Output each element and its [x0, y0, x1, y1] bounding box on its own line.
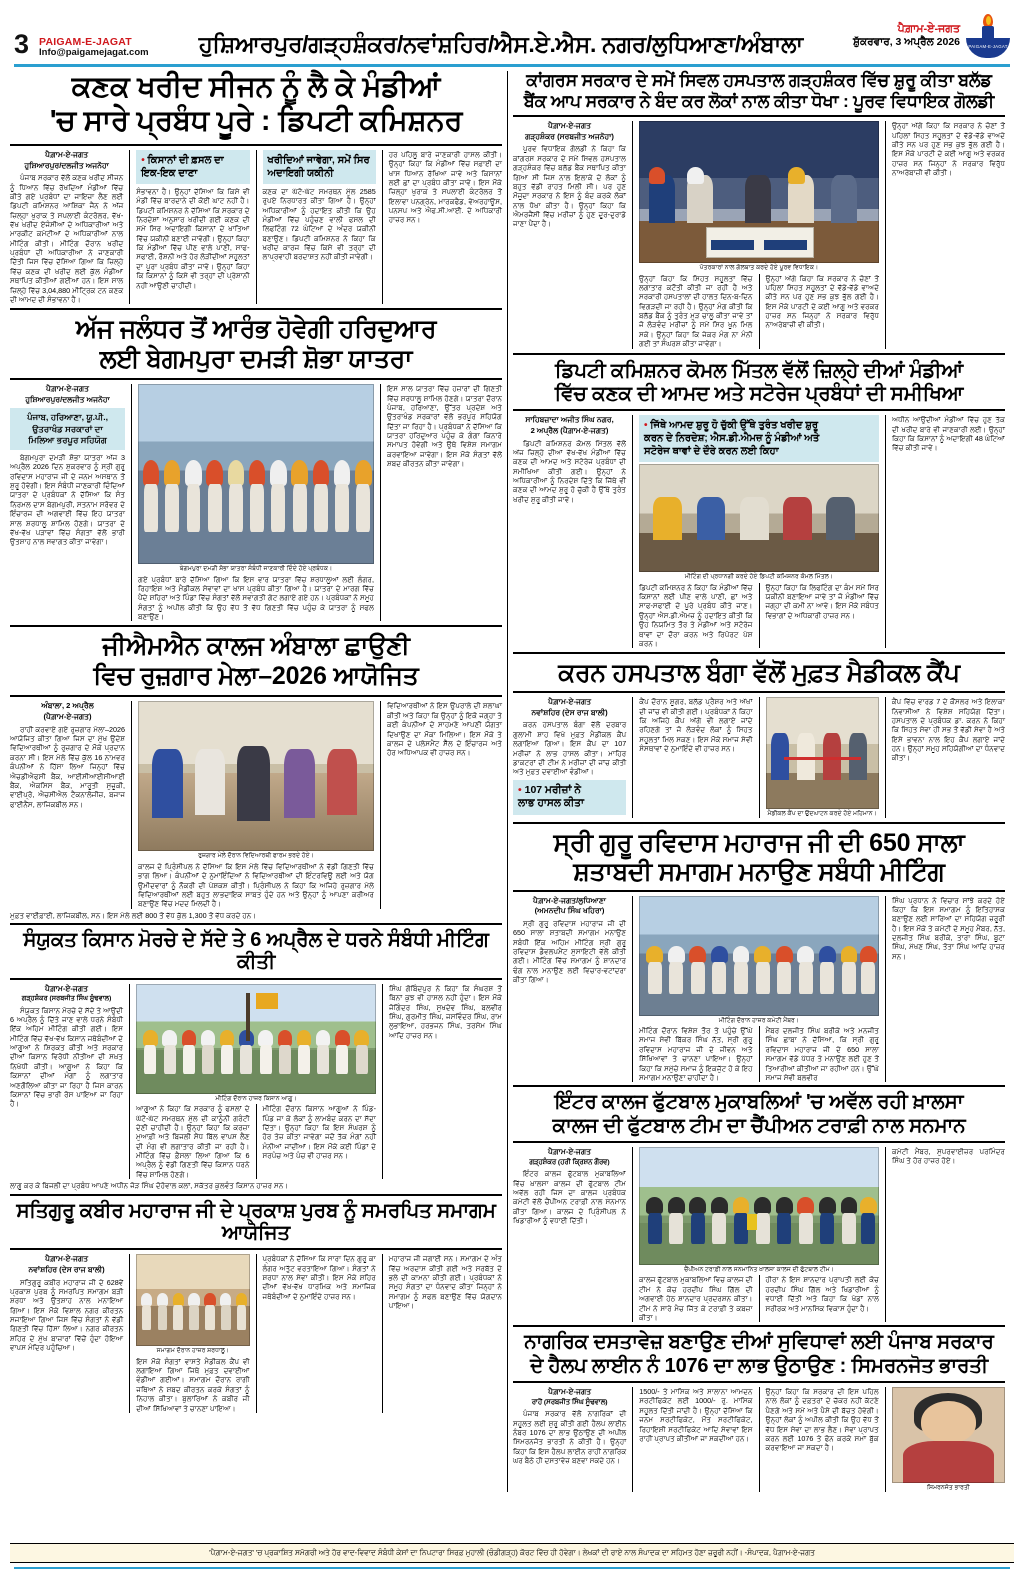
story-ravidas-col2: ਮੀਟਿੰਗ ਦੌਰਾਨ ਵਿਸ਼ੇਸ਼ ਤੌਰ ਤੇ ਪਹੁੰਚੇ ਉੱਘੇ ਸਮਾਜ ਸੇਵੀ ਬਿੱਕਰ ਸਿੰਘ ਨੱਤ, ਸ੍ਰੀ ਗੁਰੂ ਰਵਿਦਾਸ ਮਹਾਰਾਜ ਜੀ ਦੇ ਜੀਵਨ ਅਤੇ ਸਿੱਖਿਆਵਾਂ ਤੇ ਚਾਨਣਾ ਪਾਇਆ। ਉਨ੍ਹਾਂ ਕਿਹਾ ਕਿ ਸਮੁੱਚੇ ਸਮਾਜ ਨੂੰ ਇਕਜੁੱਟ ਹੋ ਕੇ ਇਹ ਸਮਾਗਮ ਮਨਾਉਣਾ ਚਾਹੀਦਾ ਹੈ।: [639, 1026, 753, 1082]
story-dc-byline-2: 2 ਅਪ੍ਰੈਲ (ਪੈਗ਼ਾਮ-ਏ-ਜਗਤ): [530, 425, 609, 435]
right-column-group: [513, 71, 1005, 1492]
story-dc-highlight-line3: ਸਟੋਰੇਜ ਥਾਵਾਂ ਦੇ ਦੌਰੇ ਕਰਨ ਲਈ ਕਿਹਾ: [644, 446, 779, 458]
story-helpline-byline-1: ਪੈਗ਼ਾਮ-ਏ-ਜਗਤ: [548, 1387, 592, 1397]
masthead-logo-title: ਪੈਗ਼ਾਮ-ਏ-ਜਗਤ: [897, 22, 960, 35]
story-yatra-photo-caption: ਬੇਗਮਪੁਰਾ ਦਮੜੀ ਸ਼ੋਭਾ ਯਾਤਰਾ ਸੰਬੰਧੀ ਜਾਣਕਾਰੀ ਦਿੰਦੇ ਹੋਏ ਪ੍ਰਬੰਧਕ।: [179, 565, 333, 573]
story-medcamp-col3: ਕੈਂਪ ਵਿੱਚ ਵਾਰਡ 7 ਦੇ ਕੌਂਸਲਰ ਅਤੇ ਇਲਾਕਾ ਨਿਵਾਸੀਆਂ ਨੇ ਵਿਸ਼ੇਸ਼ ਸਹਿਯੋਗ ਦਿੱਤਾ। ਹਸਪਤਾਲ ਦੇ ਪ੍ਰਬੰਧਕ ਡਾ. ਕਰਨ ਨੇ ਕਿਹਾ ਕਿ ਸਿਹਤ ਸੇਵਾ ਹੀ ਸਭ ਤੋਂ ਵੱਡੀ ਸੇਵਾ ਹੈ ਅਤੇ ਇਸੇ ਭਾਵਨਾ ਨਾਲ ਇਹ ਕੈਂਪ ਲਗਾਏ ਜਾਂਦੇ ਹਨ। ਉਨ੍ਹਾਂ ਸਮੂਹ ਸਹਿਯੋਗੀਆਂ ਦਾ ਧੰਨਵਾਦ ਕੀਤਾ।: [891, 697, 1006, 763]
story-helpline-headline-line2: ਦੇ ਹੈਲਪ ਲਾਈਨ ਨੰ 1076 ਦਾ ਲਾਭ ਉਠਾਉਣ : ਸਿਮਰਨਜੋਤ ਭਾਰਤੀ: [530, 1354, 988, 1377]
story-gmn: [10, 632, 502, 925]
page-number: 3: [14, 29, 30, 59]
story-ravidas-byline-2: (ਅਮਨਦੀਪ ਸਿੰਘ ਖਹਿਰਾ): [534, 906, 605, 916]
story-morcha: [10, 929, 502, 1195]
story-dc-highlight-line2: ਕਰਨ ਦੇ ਨਿਰਦੇਸ਼; ਐਸ.ਡੀ.ਐਮਜ਼ ਨੂੰ ਮੰਡੀਆਂ ਅਤੇ: [644, 433, 820, 445]
story-gmn-footline: ਮੁਫ਼ਤ ਵਾਈਫ਼ਾਈ, ਲਾਜਿਕਬੀਲ, ਸਨ। ਇਸ ਮੇਲੇ ਲਈ 800 ਤੋਂ ਵੱਧ ਕੁੱਲ 1,300 ਤੋਂ ਵੱਧ ਕਰਦੇ ਹਨ।: [10, 910, 257, 920]
main-grid: [10, 71, 1014, 1492]
masthead: [10, 0, 1014, 62]
story-bloodbank-photo: [639, 121, 879, 263]
story-ravidas-photo-caption: ਮੀਟਿੰਗ ਦੌਰਾਨ ਹਾਜ਼ਰ ਕਮੇਟੀ ਮੈਂਬਰ।: [718, 1016, 800, 1024]
story-yatra-col3: ਇਸ ਸਾਲ ਯਾਤਰਾ ਵਿੱਚ ਹਜ਼ਾਰਾਂ ਦੀ ਗਿਣਤੀ ਵਿੱਚ ਸ਼ਰਧਾਲੂ ਸ਼ਾਮਿਲ ਹੋਣਗੇ। ਯਾਤਰਾ ਦੌਰਾਨ ਪੰਜਾਬ, ਹਰਿਆਣਾ, ਉੱਤਰ ਪ੍ਰਦੇਸ਼ ਅਤੇ ਉਤਰਾਖੰਡ ਸਰਕਾਰਾਂ ਵੱਲੋਂ ਭਰਪੂਰ ਸਹਿਯੋਗ ਦਿੱਤਾ ਜਾ ਰਿਹਾ ਹੈ। ਪ੍ਰਬੰਧਕਾਂ ਨੇ ਦੱਸਿਆ ਕਿ ਯਾਤਰਾ ਹਰਿਦੁਆਰ ਪਹੁੰਚ ਕੇ ਗੰਗਾ ਕਿਨਾਰੇ ਸਮਾਪਤ ਹੋਵੇਗੀ ਅਤੇ ਉਥੇ ਵਿਸ਼ੇਸ਼ ਸਮਾਗਮ ਕਰਵਾਇਆ ਜਾਵੇਗਾ। ਇਸ ਮੌਕੇ ਸੰਗਤਾਂ ਵੱਲੋਂ ਸ਼ਬਦ ਕੀਰਤਨ ਕੀਤਾ ਜਾਵੇਗਾ।: [386, 384, 502, 469]
story-kabir-col3: ਪ੍ਰਬੰਧਕਾਂ ਨੇ ਦੱਸਿਆ ਕਿ ਸਾਰਾ ਦਿਨ ਗੁਰੂ ਕਾ ਲੰਗਰ ਅਤੁੱਟ ਵਰਤਾਇਆ ਗਿਆ। ਸੰਗਤਾਂ ਨੇ ਸ਼ਰਧਾ ਨਾਲ ਸੇਵਾ ਕੀਤੀ। ਇਸ ਮੌਕੇ ਸ਼ਹਿਰ ਦੀਆਂ ਵੱਖ-ਵੱਖ ਧਾਰਮਿਕ ਅਤੇ ਸਮਾਜਿਕ ਜਥੇਬੰਦੀਆਂ ਦੇ ਨੁਮਾਇੰਦੇ ਹਾਜ਼ਰ ਸਨ।: [262, 1254, 376, 1301]
story-morcha-col1: ਸੰਯੁਕਤ ਕਿਸਾਨ ਮੋਰਚੇ ਦੇ ਸੱਦੇ ਤੇ ਆਉਂਦੀ 6 ਅਪ੍ਰੈਲ ਨੂੰ ਦਿੱਤੇ ਜਾਣ ਵਾਲੇ ਧਰਨੇ ਸੰਬੰਧੀ ਇੱਕ ਅਹਿਮ ਮੀਟਿੰਗ ਕੀਤੀ ਗਈ। ਇਸ ਮੀਟਿੰਗ ਵਿੱਚ ਵੱਖ-ਵੱਖ ਕਿਸਾਨ ਜਥੇਬੰਦੀਆਂ ਦੇ ਆਗੂਆਂ ਨੇ ਸ਼ਿਰਕਤ ਕੀਤੀ ਅਤੇ ਸਰਕਾਰ ਦੀਆਂ ਕਿਸਾਨ ਵਿਰੋਧੀ ਨੀਤੀਆਂ ਦੀ ਸਖ਼ਤ ਨਿਖੇਧੀ ਕੀਤੀ। ਆਗੂਆਂ ਨੇ ਕਿਹਾ ਕਿ ਕਿਸਾਨਾਂ ਦੀਆਂ ਮੰਗਾਂ ਨੂੰ ਲਗਾਤਾਰ ਅਣਗੌਲਿਆ ਕੀਤਾ ਜਾ ਰਿਹਾ ਹੈ ਜਿਸ ਕਾਰਨ ਕਿਸਾਨਾਂ ਵਿੱਚ ਭਾਰੀ ਰੋਸ ਪਾਇਆ ਜਾ ਰਿਹਾ ਹੈ।: [10, 1005, 124, 1109]
story-morcha-col4: ਸਿੰਘ ਗੋਬਿੰਦਪੁਰ ਨੇ ਕਿਹਾ ਕਿ ਸੰਘਰਸ਼ ਤੋਂ ਬਿਨਾਂ ਕੁਝ ਵੀ ਹਾਸਲ ਨਹੀਂ ਹੁੰਦਾ। ਇਸ ਮੌਕੇ ਜੋਗਿੰਦਰ ਸਿੰਘ, ਸੁਖਦੇਵ ਸਿੰਘ, ਬਲਵੀਰ ਸਿੰਘ, ਗੁਰਮੀਤ ਸਿੰਘ, ਜਸਵਿੰਦਰ ਸਿੰਘ, ਰਾਮ ਲੁਭਾਇਆ, ਹਰਭਜਨ ਸਿੰਘ, ਤਰਸੇਮ ਸਿੰਘ ਆਦਿ ਹਾਜ਼ਰ ਸਨ।: [388, 983, 502, 1040]
story-gmn-byline-1: ਅੰਬਾਲਾ, 2 ਅਪ੍ਰੈਲ: [41, 701, 94, 711]
story-football-byline-1: ਪੈਗ਼ਾਮ-ਏ-ਜਗਤ: [547, 1147, 592, 1157]
story-medcamp-photo-caption: ਮੈਡੀਕਲ ਕੈਂਪ ਦਾ ਉਦਘਾਟਨ ਕਰਦੇ ਹੋਏ ਮਹਿਮਾਨ।: [767, 810, 877, 818]
story-wheat-col3: ਕਣਕ ਦਾ ਘੱਟੋ-ਘੱਟ ਸਮਰਥਨ ਮੁੱਲ 2585 ਰੁਪਏ ਨਿਰਧਾਰਤ ਕੀਤਾ ਗਿਆ ਹੈ। ਉਨ੍ਹਾਂ ਅਧਿਕਾਰੀਆਂ ਨੂੰ ਹਦਾਇਤ ਕੀਤੀ ਕਿ ਉਹ ਮੰਡੀਆਂ ਵਿੱਚ ਪਹੁੰਚਣ ਵਾਲੀ ਫਸਲ ਦੀ ਲਿਫਟਿੰਗ 72 ਘੰਟਿਆਂ ਦੇ ਅੰਦਰ ਯਕੀਨੀ ਬਣਾਉਣ। ਡਿਪਟੀ ਕਮਿਸ਼ਨਰ ਨੇ ਕਿਹਾ ਕਿ ਖਰੀਦ ਕਾਰਜ ਵਿੱਚ ਕਿਸੇ ਵੀ ਤਰ੍ਹਾਂ ਦੀ ਲਾਪ੍ਰਵਾਹੀ ਬਰਦਾਸ਼ਤ ਨਹੀਂ ਕੀਤੀ ਜਾਵੇਗੀ।: [262, 186, 376, 262]
story-medcamp-byline-1: ਪੈਗ਼ਾਮ-ਏ-ਜਗਤ: [548, 697, 592, 707]
story-wheat-col1: ਪੰਜਾਬ ਸਰਕਾਰ ਵੱਲੋਂ ਕਣਕ ਖਰੀਦ ਸੀਜਨ ਨੂੰ ਧਿਆਨ ਵਿੱਚ ਰੱਖਦਿਆਂ ਮੰਡੀਆਂ ਵਿੱਚ ਕੀਤੇ ਗਏ ਪ੍ਰਬੰਧਾਂ ਦਾ ਜਾਇਜ਼ਾ ਲੈਣ ਲਈ ਡਿਪਟੀ ਕਮਿਸ਼ਨਰ ਆਸ਼ਿਕਾ ਜੈਨ ਨੇ ਅੱਜ ਜ਼ਿਲ੍ਹਾ ਖੁਰਾਕ ਤੇ ਸਪਲਾਈ ਕੰਟਰੋਲਰ, ਵੱਖ-ਵੱਖ ਖਰੀਦ ਏਜੰਸੀਆਂ ਦੇ ਅਧਿਕਾਰੀਆਂ ਅਤੇ ਮਾਰਕੀਟ ਕਮੇਟੀਆਂ ਦੇ ਅਧਿਕਾਰੀਆਂ ਨਾਲ ਮੀਟਿੰਗ ਕੀਤੀ। ਮੀਟਿੰਗ ਦੌਰਾਨ ਖਰੀਦ ਪ੍ਰਬੰਧਾਂ ਦੀ ਅਧਿਕਾਰੀਆਂ ਨੇ ਜਾਣਕਾਰੀ ਦਿੱਤੀ ਜਿਸ ਵਿੱਚ ਦੱਸਿਆ ਗਿਆ ਕਿ ਜ਼ਿਲ੍ਹੇ ਵਿੱਚ ਕਣਕ ਦੀ ਖਰੀਦ ਲਈ ਕੁੱਲ ਮੰਡੀਆਂ ਸਥਾਪਿਤ ਕੀਤੀਆਂ ਗਈਆਂ ਹਨ। ਇਸ ਸਾਲ ਜ਼ਿਲ੍ਹੇ ਵਿੱਚ 3,04,880 ਮੀਟ੍ਰਿਕ ਟਨ ਕਣਕ ਦੀ ਆਮਦ ਦੀ ਸੰਭਾਵਨਾ ਹੈ।: [10, 173, 124, 304]
story-football-photo: [639, 1147, 879, 1265]
story-kabir-byline-1: ਪੈਗ਼ਾਮ-ਏ-ਜਗਤ: [45, 1254, 89, 1264]
story-gmn-col3: ਵਿਦਿਆਰਥੀਆਂ ਨੇ ਇਸ ਉਪਰਾਲੇ ਦੀ ਸ਼ਲਾਘਾ ਕੀਤੀ ਅਤੇ ਕਿਹਾ ਕਿ ਉਨ੍ਹਾਂ ਨੂੰ ਇਕੋ ਜਗ੍ਹਾ ਤੇ ਕਈ ਕੰਪਨੀਆਂ ਦੇ ਸਾਹਮਣੇ ਆਪਣੀ ਯੋਗਤਾ ਦਿਖਾਉਣ ਦਾ ਮੌਕਾ ਮਿਲਿਆ। ਇਸ ਮੌਕੇ ਤੇ ਕਾਲਜ ਦੇ ਪਲੇਸਮੈਂਟ ਸੈੱਲ ਦੇ ਇੰਚਾਰਜ ਅਤੇ ਹੋਰ ਅਧਿਆਪਕ ਵੀ ਹਾਜ਼ਰ ਸਨ।: [386, 701, 502, 758]
story-yatra-highlight-line3: ਮਿਲਿਆ ਭਰਪੂਰ ਸਹਿਯੋਗ: [28, 434, 107, 445]
story-yatra-photo: [138, 384, 374, 564]
story-bloodbank-col1: ਪੂਰਵ ਵਿਧਾਇਕ ਗੋਲਡੀ ਨੇ ਕਿਹਾ ਕਿ ਕਾਂਗਰਸ ਸਰਕਾਰ ਦੇ ਸਮੇਂ ਸਿਵਲ ਹਸਪਤਾਲ ਗੜ੍ਹਸ਼ੰਕਰ ਵਿੱਚ ਬਲੱਡ ਬੈਂਕ ਸਥਾਪਿਤ ਕੀਤਾ ਗਿਆ ਸੀ ਜਿਸ ਨਾਲ ਇਲਾਕੇ ਦੇ ਲੋਕਾਂ ਨੂੰ ਬਹੁਤ ਵੱਡੀ ਰਾਹਤ ਮਿਲੀ ਸੀ। ਪਰ ਹੁਣ ਮੌਜੂਦਾ ਸਰਕਾਰ ਨੇ ਇਸ ਨੂੰ ਬੰਦ ਕਰਕੇ ਲੋਕਾਂ ਨਾਲ ਧੋਖਾ ਕੀਤਾ ਹੈ। ਉਨ੍ਹਾਂ ਕਿਹਾ ਕਿ ਐਮਰਜੈਂਸੀ ਵਿੱਚ ਮਰੀਜ਼ਾਂ ਨੂੰ ਹੁਣ ਦੂਰ-ਦੁਰਾਡੇ ਜਾਣਾ ਪੈਂਦਾ ਹੈ।: [513, 144, 627, 229]
story-medcamp-col2: ਕੈਂਪ ਦੌਰਾਨ ਸ਼ੂਗਰ, ਬਲੱਡ ਪ੍ਰੈਸ਼ਰ ਅਤੇ ਅੱਖਾਂ ਦੀ ਜਾਂਚ ਵੀ ਕੀਤੀ ਗਈ। ਪ੍ਰਬੰਧਕਾਂ ਨੇ ਕਿਹਾ ਕਿ ਅਜਿਹੇ ਕੈਂਪ ਅੱਗੇ ਵੀ ਲਗਾਏ ਜਾਂਦੇ ਰਹਿਣਗੇ ਤਾਂ ਜੋ ਲੋੜਵੰਦ ਲੋਕਾਂ ਨੂੰ ਸਿਹਤ ਸਹੂਲਤਾਂ ਮਿਲ ਸਕਣ। ਇਸ ਮੌਕੇ ਸਮਾਜ ਸੇਵੀ ਸੰਸਥਾਵਾਂ ਦੇ ਨੁਮਾਇੰਦੇ ਵੀ ਹਾਜ਼ਰ ਸਨ।: [639, 697, 753, 754]
story-gmn-photo-caption: ਰੁਜ਼ਗਾਰ ਮੇਲੇ ਦੌਰਾਨ ਵਿਦਿਆਰਥੀ ਫਾਰਮ ਭਰਦੇ ਹੋਏ।: [198, 852, 314, 860]
story-kabir: [10, 1200, 502, 1413]
story-medcamp-byline-2: ਨਵਾਂਸ਼ਹਿਰ (ਦੇਸ ਰਾਜ ਬਾਲੀ): [531, 707, 608, 717]
story-ravidas-col1: ਸ੍ਰੀ ਗੁਰੂ ਰਵਿਦਾਸ ਮਹਾਰਾਜ ਜੀ ਦੀ 650 ਸਾਲਾ ਸ਼ਤਾਬਦੀ ਸਮਾਗਮ ਮਨਾਉਣ ਸਬੰਧੀ ਇੱਕ ਅਹਿਮ ਮੀਟਿੰਗ ਸ੍ਰੀ ਗੁਰੂ ਰਵਿਦਾਸ ਡੈਵਲਪਮੈਂਟ ਸੁਸਾਇਟੀ ਵੱਲੋਂ ਕੀਤੀ ਗਈ। ਮੀਟਿੰਗ ਵਿੱਚ ਸਮਾਗਮ ਨੂੰ ਸ਼ਾਨਦਾਰ ਢੰਗ ਨਾਲ ਮਨਾਉਣ ਲਈ ਵਿਚਾਰ-ਵਟਾਂਦਰਾ ਕੀਤਾ ਗਿਆ।: [513, 918, 627, 985]
story-dc-headline-line2: ਵਿੱਚ ਕਣਕ ਦੀ ਆਮਦ ਅਤੇ ਸਟੋਰੇਜ ਪ੍ਰਬੰਧਾਂ ਦੀ ਸਮੀਖਿਆ: [554, 382, 964, 405]
story-kabir-byline-2: ਨਵਾਂਸ਼ਹਿਰ (ਦੇਸ ਰਾਜ ਬਾਲੀ): [28, 1264, 105, 1274]
story-football-col3: ਹੀਰਾ ਨੇ ਇਸ ਸ਼ਾਨਦਾਰ ਪ੍ਰਾਪਤੀ ਲਈ ਕੋਚ ਹਰਦੀਪ ਸਿੰਘ ਗਿੱਲ ਅਤੇ ਖਿਡਾਰੀਆਂ ਨੂੰ ਵਧਾਈ ਦਿੱਤੀ ਅਤੇ ਕਿਹਾ ਕਿ ਖੇਡਾਂ ਨਾਲ ਸਰੀਰਕ ਅਤੇ ਮਾਨਸਿਕ ਵਿਕਾਸ ਹੁੰਦਾ ਹੈ।: [765, 1275, 879, 1313]
story-wheat-col4: ਹਰ ਪਹਿਲੂ ਬਾਰੇ ਜਾਣਕਾਰੀ ਹਾਸਲ ਕੀਤੀ। ਉਨ੍ਹਾਂ ਕਿਹਾ ਕਿ ਮੰਡੀਆਂ ਵਿੱਚ ਸਫ਼ਾਈ ਦਾ ਖਾਸ ਧਿਆਨ ਰੱਖਿਆ ਜਾਵੇ ਅਤੇ ਕਿਸਾਨਾਂ ਲਈ ਛਾਂ ਦਾ ਪ੍ਰਬੰਧ ਕੀਤਾ ਜਾਵੇ। ਇਸ ਮੌਕੇ ਜ਼ਿਲ੍ਹਾ ਖੁਰਾਕ ਤੇ ਸਪਲਾਈ ਕੰਟਰੋਲਰ ਤੋਂ ਇਲਾਵਾ ਪਨਗ੍ਰੇਨ, ਮਾਰਕਫੈਡ, ਵੇਅਰਹਾਊਸ, ਪਨਸਪ ਅਤੇ ਐਫ.ਸੀ.ਆਈ. ਦੇ ਅਧਿਕਾਰੀ ਹਾਜ਼ਰ ਸਨ।: [388, 149, 503, 225]
story-wheat-highlight-2: [263, 150, 376, 184]
story-dc-review: [513, 360, 1005, 655]
story-football-headline-line1: ਇੰਟਰ ਕਾਲਜ ਫੁੱਟਬਾਲ ਮੁਕਾਬਲਿਆਂ 'ਚ ਅਵੱਲ ਰਹੀ ਖ਼ਾਲਸਾ: [554, 1091, 964, 1114]
story-kabir-col4: ਮਹਾਰਾਜ ਜੀ ਜਗਾਈ ਸਨ। ਸਮਾਗਮ ਦੇ ਅੰਤ ਵਿੱਚ ਅਰਦਾਸ ਕੀਤੀ ਗਈ ਅਤੇ ਸਰਬੱਤ ਦੇ ਭਲੇ ਦੀ ਕਾਮਨਾ ਕੀਤੀ ਗਈ। ਪ੍ਰਬੰਧਕਾਂ ਨੇ ਸਮੂਹ ਸੰਗਤਾਂ ਦਾ ਧੰਨਵਾਦ ਕੀਤਾ ਜਿਨ੍ਹਾਂ ਨੇ ਸਮਾਗਮ ਨੂੰ ਸਫਲ ਬਣਾਉਣ ਵਿੱਚ ਯੋਗਦਾਨ ਪਾਇਆ।: [388, 1254, 503, 1311]
masthead-date: ਸ਼ੁੱਕਰਵਾਰ, 3 ਅਪ੍ਰੈਲ 2026: [852, 36, 960, 49]
torch-logo-icon: [966, 14, 1010, 58]
story-dc-col2: ਡਿਪਟੀ ਕਮਿਸ਼ਨਰ ਨੇ ਕਿਹਾ ਕਿ ਮੰਡੀਆਂ ਵਿੱਚ ਕਿਸਾਨਾਂ ਲਈ ਪੀਣ ਵਾਲੇ ਪਾਣੀ, ਛਾਂ ਅਤੇ ਸਾਫ-ਸਫਾਈ ਦੇ ਪੂਰੇ ਪ੍ਰਬੰਧ ਕੀਤੇ ਜਾਣ। ਉਨ੍ਹਾਂ ਐਸ.ਡੀ.ਐਮਜ਼ ਨੂੰ ਹਦਾਇਤ ਕੀਤੀ ਕਿ ਉਹ ਨਿਯਮਿਤ ਤੌਰ ਤੇ ਮੰਡੀਆਂ ਅਤੇ ਸਟੋਰੇਜ ਥਾਵਾਂ ਦਾ ਦੌਰਾ ਕਰਨ ਅਤੇ ਰਿਪੋਰਟ ਪੇਸ਼ ਕਰਨ।: [639, 582, 753, 648]
story-wheat-byline-2: ਹੁਸ਼ਿਆਰਪੁਰ/ਦਲਜੀਤ ਅਜਨੋਹਾ: [24, 160, 109, 170]
story-bloodbank-photo-caption: ਪੱਤਰਕਾਰਾਂ ਨਾਲ ਗੱਲਬਾਤ ਕਰਦੇ ਹੋਏ ਪੂਰਵ ਵਿਧਾਇਕ।: [699, 264, 819, 272]
story-yatra-col1: ਬੇਗਮਪੁਰਾ ਦਮੜੀ ਸ਼ੋਭਾ ਯਾਤਰਾ ਅੱਜ 3 ਅਪ੍ਰੈਲ 2026 ਦਿਨ ਸ਼ੁਕਰਵਾਰ ਨੂੰ ਸ੍ਰੀ ਗੁਰੂ ਰਵਿਦਾਸ ਮਹਾਰਾਜ ਜੀ ਦੇ ਜਨਮ ਅਸਥਾਨ ਤੋਂ ਸ਼ੁਰੂ ਹੋਵੇਗੀ। ਇਸ ਸੰਬੰਧੀ ਜਾਣਕਾਰੀ ਦਿੰਦਿਆਂ ਯਾਤਰਾ ਦੇ ਪ੍ਰਬੰਧਕਾਂ ਨੇ ਦੱਸਿਆ ਕਿ ਸੰਤ ਨਿਰਮਲ ਦਾਸ ਬੇਗਮਪੁਰੀ, ਸਤਨਾਮ ਸਰੋਵਰ ਦੇ ਇੰਚਾਰਜ ਦੀ ਅਗਵਾਈ ਵਿੱਚ ਇਹ ਯਾਤਰਾ ਸਾਲ ਸ਼ਰਧਾਲੂ ਸ਼ਾਮਿਲ ਹੋਣਗੇ। ਯਾਤਰਾ ਦੇ ਵੱਖ-ਵੱਖ ਪੜਾਵਾਂ ਵਿੱਚ ਸੰਗਤਾਂ ਵੱਲੋਂ ਭਾਰੀ ਉਤਸ਼ਾਹ ਨਾਲ ਸਵਾਗਤ ਕੀਤਾ ਜਾਵੇਗਾ।: [10, 452, 126, 547]
story-medcamp-highlight-line2: ਲਾਭ ਹਾਸਲ ਕੀਤਾ: [518, 797, 584, 810]
story-football-col2: ਕਾਲਜ ਫੁੱਟਬਾਲ ਮੁਕਾਬਲਿਆਂ ਵਿਚ ਕਾਲਜ ਦੀ ਟੀਮ ਨੇ ਕੋਚ ਹਰਦੀਪ ਸਿੰਘ ਗਿੱਲ ਦੀ ਅਗਵਾਈ ਹੇਠ ਸ਼ਾਨਦਾਰ ਪ੍ਰਦਰਸ਼ਨ ਕੀਤਾ। ਟੀਮ ਨੇ ਸਾਰੇ ਮੈਚ ਜਿੱਤ ਕੇ ਟਰਾਫ਼ੀ ਤੇ ਕਬਜ਼ਾ ਕੀਤਾ।: [639, 1275, 753, 1322]
story-gmn-headline-line2: ਵਿਚ ਰੁਜ਼ਗਾਰ ਮੇਲਾ–2026 ਆਯੋਜਿਤ: [93, 662, 419, 691]
story-morcha-byline-1: ਪੈਗ਼ਾਮ-ਏ-ਜਗਤ: [44, 983, 89, 993]
story-ravidas: [513, 829, 1005, 1088]
bullet-icon: •: [518, 783, 522, 796]
story-yatra-byline-2: ਹੁਸ਼ਿਆਰਪੁਰ/ਦਲਜੀਤ ਅਜਨੋਹਾ: [25, 394, 110, 404]
center-divider: [507, 71, 508, 1492]
brand-email: Info@paigamejagat.com: [39, 47, 149, 59]
story-yatra: [10, 315, 502, 627]
story-medcamp-col1: ਕਰਨ ਹਸਪਤਾਲ ਬੰਗਾ ਵੱਲੋਂ ਦਰਬਾਰ ਗੁਲਾਮੀ ਸ਼ਾਹ ਵਿਖੇ ਮੁਫ਼ਤ ਮੈਡੀਕਲ ਕੈਂਪ ਲਗਾਇਆ ਗਿਆ। ਇਸ ਕੈਂਪ ਦਾ 107 ਮਰੀਜ਼ਾਂ ਨੇ ਲਾਭ ਹਾਸਲ ਕੀਤਾ। ਮਾਹਿਰ ਡਾਕਟਰਾਂ ਦੀ ਟੀਮ ਨੇ ਮਰੀਜ਼ਾਂ ਦੀ ਜਾਂਚ ਕੀਤੀ ਅਤੇ ਮੁਫ਼ਤ ਦਵਾਈਆਂ ਵੰਡੀਆਂ।: [513, 720, 627, 777]
story-dc-photo-caption: ਮੀਟਿੰਗ ਦੀ ਪ੍ਰਧਾਨਗੀ ਕਰਦੇ ਹੋਏ ਡਿਪਟੀ ਕਮਿਸ਼ਨਰ ਕੋਮਲ ਮਿੱਤਲ।: [684, 573, 834, 581]
logo-arc-text: PAIGAM-E-JAGAT: [968, 44, 1008, 49]
story-helpline-byline-2: ਰਾਹੋਂ (ਸਰਬਜੀਤ ਸਿੰਘ ਸੂੰਢਵਾਲ): [531, 1398, 608, 1406]
left-column-group: [10, 71, 502, 1492]
story-ravidas-col3: ਮੈਂਬਰ ਦਲਜੀਤ ਸਿੰਘ ਬਰੀਕੇ ਅਤੇ ਮਨਜੀਤ ਸਿੰਘ ਛਾਬਾ ਨੇ ਦੱਸਿਆ, ਕਿ ਸ੍ਰੀ ਗੁਰੂ ਰਵਿਦਾਸ ਮਹਾਰਾਜ ਜੀ ਦੇ 650 ਸਾਲਾ ਸਮਾਗਮ ਵੱਡੇ ਪੱਧਰ ਤੇ ਮਨਾਉਣ ਲਈ ਹੁਣ ਤੋਂ ਤਿਆਰੀਆਂ ਕੀਤੀਆਂ ਜਾ ਰਹੀਆਂ ਹਨ। ਉੱਘੇ ਸਮਾਜ ਸੇਵੀ ਬਲਵੀਰ: [765, 1026, 879, 1082]
story-football-headline-line2: ਕਾਲਜ ਦੀ ਫੁੱਟਬਾਲ ਟੀਮ ਦਾ ਚੈਂਪੀਅਨ ਟਰਾਫ਼ੀ ਨਾਲ ਸਨਮਾਨ: [552, 1114, 966, 1137]
story-wheat-highlight-line2: ਖਰੀਦਿਆਂ ਜਾਵੇਗਾ, ਸਮੇਂ ਸਿਰ ਅਦਾਇਗੀ ਯਕੀਨੀ: [267, 154, 370, 179]
story-wheat-headline-line2: 'ਚ ਸਾਰੇ ਪ੍ਰਬੰਧ ਪੂਰੇ : ਡਿਪਟੀ ਕਮਿਸ਼ਨਰ: [49, 105, 463, 138]
story-football-photo-caption: ਚੈਂਪੀਅਨ ਟਰਾਫ਼ੀ ਨਾਲ ਸਨਮਾਨਿਤ ਖ਼ਾਲਸਾ ਕਾਲਜ ਦੀ ਫੁੱਟਬਾਲ ਟੀਮ।: [684, 1266, 834, 1274]
story-gmn-col1: ਰਾਹੀਂ ਕਰਵਾਏ ਗਏ ਰੁਜ਼ਗਾਰ ਮੇਲਾ–2026 ਆਯੋਜਿਤ ਕੀਤਾ ਗਿਆ ਜਿਸ ਦਾ ਮੁੱਖ ਉਦੇਸ਼ ਵਿਦਿਆਰਥੀਆਂ ਨੂੰ ਰੁਜ਼ਗਾਰ ਦੇ ਮੌਕੇ ਪ੍ਰਦਾਨ ਕਰਨਾ ਸੀ। ਇਸ ਮੇਲੇ ਵਿੱਚ ਕੁੱਲ 16 ਨਾਮਵਰ ਕੰਪਨੀਆਂ ਨੇ ਹਿੱਸਾ ਲਿਆ ਜਿਨ੍ਹਾਂ ਵਿੱਚ ਐਚਡੀਐਫਸੀ ਬੈਂਕ, ਆਈਸੀਆਈਸੀਆਈ ਬੈਂਕ, ਐਕਸਿਸ ਬੈਂਕ, ਮਾਰੂਤੀ ਸੁਜ਼ੂਕੀ, ਵਾਈਪ੍ਰੋ, ਐਚਸੀਐਲ ਟੈਕਨਾਲੋਜੀਜ਼, ਬਜਾਜ ਫਾਈਨੈਂਸ, ਲਾਜਿਕਬੀਲ ਸਨ।: [10, 724, 126, 809]
story-dc-photo: [639, 464, 879, 572]
story-yatra-headline-line1: ਅੱਜ ਜਲੰਧਰ ਤੋਂ ਆਰੰਭ ਹੋਵੇਗੀ ਹਰਿਦੁਆਰ: [75, 315, 437, 344]
story-morcha-col2: ਆਗੂਆਂ ਨੇ ਕਿਹਾ ਕਿ ਸਰਕਾਰ ਨੂੰ ਫਸਲਾਂ ਦੇ ਘੱਟੋ-ਘੱਟ ਸਮਰਥਨ ਮੁੱਲ ਦੀ ਕਾਨੂੰਨੀ ਗਰੰਟੀ ਦੇਣੀ ਚਾਹੀਦੀ ਹੈ। ਉਨ੍ਹਾਂ ਕਿਹਾ ਕਿ ਕਰਜ਼ਾ ਮੁਆਫ਼ੀ ਅਤੇ ਬਿਜਲੀ ਸੋਧ ਬਿੱਲ ਵਾਪਸ ਲੈਣ ਦੀ ਮੰਗ ਵੀ ਲਗਾਤਾਰ ਕੀਤੀ ਜਾ ਰਹੀ ਹੈ। ਮੀਟਿੰਗ ਵਿੱਚ ਫ਼ੈਸਲਾ ਲਿਆ ਗਿਆ ਕਿ 6 ਅਪ੍ਰੈਲ ਨੂੰ ਵੱਡੀ ਗਿਣਤੀ ਵਿੱਚ ਕਿਸਾਨ ਧਰਨੇ ਵਿੱਚ ਸ਼ਾਮਿਲ ਹੋਣਗੇ।: [136, 1104, 250, 1179]
story-helpline-portrait-caption: ਸਿਮਰਨਜੋਤ ਭਾਰਤੀ: [926, 1484, 970, 1492]
story-helpline-col3: ਉਨ੍ਹਾਂ ਕਿਹਾ ਕਿ ਸਰਕਾਰ ਦੀ ਇਸ ਪਹਿਲ ਨਾਲ ਲੋਕਾਂ ਨੂੰ ਦਫ਼ਤਰਾਂ ਦੇ ਚੱਕਰ ਨਹੀਂ ਕੱਟਣੇ ਪੈਣਗੇ ਅਤੇ ਸਮੇਂ ਅਤੇ ਪੈਸੇ ਦੀ ਬੱਚਤ ਹੋਵੇਗੀ। ਉਨ੍ਹਾਂ ਲੋਕਾਂ ਨੂੰ ਅਪੀਲ ਕੀਤੀ ਕਿ ਉਹ ਵੱਧ ਤੋਂ ਵੱਧ ਇਸ ਸੇਵਾ ਦਾ ਲਾਭ ਲੈਣ। ਸੇਵਾ ਪ੍ਰਾਪਤ ਕਰਨ ਲਈ 1076 ਤੇ ਫੋਨ ਕਰਕੇ ਸਮਾਂ ਬੁੱਕ ਕਰਵਾਇਆ ਜਾ ਸਕਦਾ ਹੈ।: [765, 1387, 879, 1453]
story-morcha-photo: [136, 984, 376, 1094]
story-kabir-col1: ਸਤਿਗੁਰੂ ਕਬੀਰ ਮਹਾਰਾਜ ਜੀ ਦੇ 628ਵੇਂ ਪ੍ਰਕਾਸ਼ ਪੁਰਬ ਨੂੰ ਸਮਰਪਿਤ ਸਮਾਗਮ ਬੜੀ ਸ਼ਰਧਾ ਅਤੇ ਉਤਸ਼ਾਹ ਨਾਲ ਮਨਾਇਆ ਗਿਆ। ਇਸ ਮੌਕੇ ਵਿਸ਼ਾਲ ਨਗਰ ਕੀਰਤਨ ਸਜਾਇਆ ਗਿਆ ਜਿਸ ਵਿੱਚ ਸੰਗਤਾਂ ਨੇ ਵੱਡੀ ਗਿਣਤੀ ਵਿੱਚ ਹਿੱਸਾ ਲਿਆ। ਨਗਰ ਕੀਰਤਨ ਸ਼ਹਿਰ ਦੇ ਮੁੱਖ ਬਾਜ਼ਾਰਾਂ ਵਿੱਚੋਂ ਹੁੰਦਾ ਹੋਇਆ ਵਾਪਸ ਮੰਦਿਰ ਪਹੁੰਚਿਆ।: [10, 1277, 124, 1353]
story-yatra-col2: ਗਏ ਪ੍ਰਬੰਧਾਂ ਬਾਰੇ ਦੱਸਿਆ ਗਿਆ ਕਿ ਇਸ ਵਾਰ ਯਾਤਰਾ ਵਿੱਚ ਸ਼ਰਧਾਲੂਆਂ ਲਈ ਲੰਗਰ, ਰਿਹਾਇਸ਼ ਅਤੇ ਮੈਡੀਕਲ ਸੇਵਾਵਾਂ ਦਾ ਖਾਸ ਪ੍ਰਬੰਧ ਕੀਤਾ ਗਿਆ ਹੈ। ਯਾਤਰਾ ਦੇ ਮਾਰਗ ਵਿੱਚ ਪੈਂਦੇ ਸ਼ਹਿਰਾਂ ਅਤੇ ਪਿੰਡਾਂ ਵਿੱਚ ਸੰਗਤਾਂ ਵੱਲੋਂ ਸਵਾਗਤੀ ਗੇਟ ਲਗਾਏ ਗਏ ਹਨ। ਪ੍ਰਬੰਧਕਾਂ ਨੇ ਸਮੂਹ ਸੰਗਤਾਂ ਨੂੰ ਅਪੀਲ ਕੀਤੀ ਕਿ ਉਹ ਵੱਧ ਤੋਂ ਵੱਧ ਗਿਣਤੀ ਵਿੱਚ ਪਹੁੰਚ ਕੇ ਯਾਤਰਾ ਨੂੰ ਸਫਲ ਬਣਾਉਣ।: [138, 574, 374, 622]
story-wheat-col2: ਸੰਭਾਵਨਾ ਹੈ। ਉਨ੍ਹਾਂ ਦੱਸਿਆ ਕਿ ਕਿਸੇ ਵੀ ਮੰਡੀ ਵਿੱਚ ਬਾਰਦਾਨੇ ਦੀ ਕੋਈ ਘਾਟ ਨਹੀਂ ਹੈ। ਡਿਪਟੀ ਕਮਿਸ਼ਨਰ ਨੇ ਦੱਸਿਆ ਕਿ ਸਰਕਾਰ ਦੇ ਨਿਰਦੇਸ਼ਾਂ ਅਨੁਸਾਰ ਖਰੀਦੀ ਗਈ ਕਣਕ ਦੀ ਸਮੇਂ ਸਿਰ ਅਦਾਇਗੀ ਕਿਸਾਨਾਂ ਦੇ ਖਾਤਿਆਂ ਵਿੱਚ ਯਕੀਨੀ ਬਣਾਈ ਜਾਵੇਗੀ। ਉਨ੍ਹਾਂ ਕਿਹਾ ਕਿ ਮੰਡੀਆਂ ਵਿੱਚ ਪੀਣ ਵਾਲੇ ਪਾਣੀ, ਸਾਫ-ਸਫਾਈ, ਰੌਸ਼ਨੀ ਅਤੇ ਹੋਰ ਲੋੜੀਂਦੀਆਂ ਸਹੂਲਤਾਂ ਦਾ ਪੂਰਾ ਪ੍ਰਬੰਧ ਕੀਤਾ ਜਾਵੇ। ਉਨ੍ਹਾਂ ਕਿਹਾ ਕਿ ਕਿਸਾਨਾਂ ਨੂੰ ਕਿਸੇ ਵੀ ਤਰ੍ਹਾਂ ਦੀ ਪ੍ਰੇਸ਼ਾਨੀ ਨਹੀਂ ਆਉਣੀ ਚਾਹੀਦੀ।: [136, 186, 250, 290]
story-dc-highlight: [639, 415, 879, 462]
story-medcamp-highlight-line1: 107 ਮਰੀਜ਼ਾਂ ਨੇ: [524, 783, 581, 796]
edition-list: ਹੁਸ਼ਿਆਰਪੁਰ/ਗੜ੍ਹਸ਼ੰਕਰ/ਨਵਾਂਸ਼ਹਿਰ/ਐਸ.ਏ.ਐਸ. ਨਗਰ/ਲੁਧਿਆਣਾ/ਅੰਬਾਲਾ: [198, 31, 803, 57]
story-football: [513, 1091, 1005, 1327]
story-bloodbank-col3: ਉਨ੍ਹਾਂ ਅੱਗੇ ਕਿਹਾ ਕਿ ਸਰਕਾਰ ਨੇ ਚੋਣਾਂ ਤੋਂ ਪਹਿਲਾਂ ਸਿਹਤ ਸਹੂਲਤਾਂ ਦੇ ਵੱਡੇ-ਵੱਡੇ ਵਾਅਦੇ ਕੀਤੇ ਸਨ ਪਰ ਹੁਣ ਸਭ ਕੁਝ ਭੁੱਲ ਗਈ ਹੈ। ਇਸ ਮੌਕੇ ਪਾਰਟੀ ਦੇ ਕਈ ਆਗੂ ਅਤੇ ਵਰਕਰ ਹਾਜ਼ਰ ਸਨ ਜਿਨ੍ਹਾਂ ਨੇ ਸਰਕਾਰ ਵਿਰੁੱਧ ਨਾਅਰੇਬਾਜ਼ੀ ਵੀ ਕੀਤੀ।: [891, 121, 1005, 177]
story-wheat-headline-line1: ਕਣਕ ਖਰੀਦ ਸੀਜਨ ਨੂੰ ਲੈ ਕੇ ਮੰਡੀਆਂ: [71, 71, 441, 103]
story-ravidas-photo: [639, 896, 879, 1016]
story-dc-headline-line1: ਡਿਪਟੀ ਕਮਿਸ਼ਨਰ ਕੋਮਲ ਮਿੱਤਲ ਵੱਲੋਂ ਜ਼ਿਲ੍ਹੇ ਦੀਆਂ ਮੰਡੀਆਂ: [555, 359, 963, 382]
story-medcamp-highlight: [513, 780, 626, 815]
story-wheat-byline-1: ਪੈਗ਼ਾਮ-ਏ-ਜਗਤ: [45, 149, 89, 159]
masthead-right: [853, 14, 1010, 58]
story-gmn-col2: ਕਾਲਜ ਦੇ ਪ੍ਰਿੰਸੀਪਲ ਨੇ ਦੱਸਿਆ ਕਿ ਇਸ ਮੇਲੇ ਵਿੱਚ ਵਿਦਿਆਰਥੀਆਂ ਨੇ ਵੱਡੀ ਗਿਣਤੀ ਵਿੱਚ ਭਾਗ ਲਿਆ। ਕੰਪਨੀਆਂ ਦੇ ਨੁਮਾਇੰਦਿਆਂ ਨੇ ਵਿਦਿਆਰਥੀਆਂ ਦੀ ਇੰਟਰਵਿਊ ਲਈ ਅਤੇ ਯੋਗ ਉਮੀਦਵਾਰਾਂ ਨੂੰ ਨੌਕਰੀ ਦੀ ਪੇਸ਼ਕਸ਼ ਕੀਤੀ। ਪ੍ਰਿੰਸੀਪਲ ਨੇ ਕਿਹਾ ਕਿ ਅਜਿਹੇ ਰੁਜ਼ਗਾਰ ਮੇਲੇ ਵਿਦਿਆਰਥੀਆਂ ਲਈ ਬਹੁਤ ਲਾਭਦਾਇਕ ਸਾਬਤ ਹੁੰਦੇ ਹਨ ਅਤੇ ਉਨ੍ਹਾਂ ਨੂੰ ਆਪਣਾ ਕਰੀਅਰ ਬਣਾਉਣ ਵਿੱਚ ਮਦਦ ਮਿਲਦੀ ਹੈ।: [138, 861, 374, 909]
story-bloodbank-col2: ਉਨ੍ਹਾਂ ਕਿਹਾ ਕਿ ਸਿਹਤ ਸਹੂਲਤਾਂ ਵਿੱਚ ਲਗਾਤਾਰ ਕਟੌਤੀ ਕੀਤੀ ਜਾ ਰਹੀ ਹੈ ਅਤੇ ਸਰਕਾਰੀ ਹਸਪਤਾਲਾਂ ਦੀ ਹਾਲਤ ਦਿਨ-ਬ-ਦਿਨ ਵਿਗੜਦੀ ਜਾ ਰਹੀ ਹੈ। ਉਨ੍ਹਾਂ ਮੰਗ ਕੀਤੀ ਕਿ ਬਲੱਡ ਬੈਂਕ ਨੂੰ ਤੁਰੰਤ ਮੁੜ ਚਾਲੂ ਕੀਤਾ ਜਾਵੇ ਤਾਂ ਜੋ ਲੋੜਵੰਦ ਮਰੀਜ਼ਾਂ ਨੂੰ ਸਮੇਂ ਸਿਰ ਖੂਨ ਮਿਲ ਸਕੇ। ਉਨ੍ਹਾਂ ਕਿਹਾ ਕਿ ਜੇਕਰ ਮੰਗ ਨਾ ਮੰਨੀ ਗਈ ਤਾਂ ਸੰਘਰਸ਼ ਕੀਤਾ ਜਾਵੇਗਾ।: [639, 273, 753, 349]
story-helpline-col2: 1500/- ਤੇ ਮਾਸਿਕ ਅਤੇ ਸਾਲਾਨਾ ਆਮਦਨ ਸਰਟੀਫਿਕੇਟ ਲਈ 1000/- ਰੁ. ਮਾਸਿਕ ਸਹੂਲਤ ਦਿੱਤੀ ਜਾਂਦੀ ਹੈ। ਉਨ੍ਹਾਂ ਦੱਸਿਆ ਕਿ ਜਨਮ ਸਰਟੀਫਿਕੇਟ, ਮੌਤ ਸਰਟੀਫਿਕੇਟ, ਰਿਹਾਇਸ਼ੀ ਸਰਟੀਫਿਕੇਟ ਆਦਿ ਸੇਵਾਵਾਂ ਇਸ ਰਾਹੀਂ ਪ੍ਰਾਪਤ ਕੀਤੀਆਂ ਜਾ ਸਕਦੀਆਂ ਹਨ।: [639, 1387, 753, 1443]
story-medcamp: [513, 659, 1005, 823]
brand-block: [39, 37, 149, 58]
story-kabir-headline: ਸਤਿਗੁਰੂ ਕਬੀਰ ਮਹਾਰਾਜ ਜੀ ਦੇ ਪ੍ਰਕਾਸ਼ ਪੁਰਬ ਨੂੰ ਸਮਰਪਿਤ ਸਮਾਗਮ ਆਯੋਜਿਤ: [16, 1199, 496, 1244]
story-bloodbank-byline-2: ਗੜ੍ਹਸ਼ੰਕਰ (ਸਰਬਜੀਤ ਅਜਨੋਹਾ): [525, 131, 614, 141]
story-bloodbank: [513, 71, 1005, 355]
story-helpline-portrait-photo: [892, 1387, 1005, 1483]
story-football-col1: ਇੰਟਰ ਕਾਲਜ ਫੁੱਟਬਾਲ ਮੁਕਾਬਲਿਆਂ ਵਿੱਚ ਖ਼ਾਲਸਾ ਕਾਲਜ ਦੀ ਫੁੱਟਬਾਲ ਟੀਮ ਅਵੱਲ ਰਹੀ ਜਿਸ ਦਾ ਕਾਲਜ ਪ੍ਰਬੰਧਕ ਕਮੇਟੀ ਵੱਲੋਂ ਚੈਂਪੀਅਨ ਟਰਾਫ਼ੀ ਨਾਲ ਸਨਮਾਨ ਕੀਤਾ ਗਿਆ। ਕਾਲਜ ਦੇ ਪ੍ਰਿੰਸੀਪਲ ਨੇ ਖਿਡਾਰੀਆਂ ਨੂੰ ਵਧਾਈ ਦਿੱਤੀ।: [513, 1169, 627, 1225]
story-kabir-photo: [136, 1254, 249, 1346]
story-football-col4: ਕਮੇਟੀ ਮੈਂਬਰ, ਸੁਪਰਵਾਈਜ਼ਰ ਪਰਮਿੰਦਰ ਸਿੰਘ ਤੇ ਹੋਰ ਹਾਜ਼ਰ ਹੋਏ।: [891, 1147, 1005, 1166]
story-helpline-headline-line1: ਨਾਗਰਿਕ ਦਸਤਾਵੇਜ਼ ਬਣਾਉਣ ਦੀਆਂ ਸੁਵਿਧਾਵਾਂ ਲਈ ਪੰਜਾਬ ਸਰਕਾਰ: [524, 1331, 994, 1354]
story-dc-col3: ਉਨ੍ਹਾਂ ਕਿਹਾ ਕਿ ਲਿਫਟਿੰਗ ਦਾ ਕੰਮ ਸਮੇਂ ਸਿਰ ਯਕੀਨੀ ਬਣਾਇਆ ਜਾਵੇ ਤਾਂ ਜੋ ਮੰਡੀਆਂ ਵਿੱਚ ਜਗ੍ਹਾ ਦੀ ਕਮੀ ਨਾ ਆਵੇ। ਇਸ ਮੌਕੇ ਸਬੰਧਤ ਵਿਭਾਗਾਂ ਦੇ ਅਧਿਕਾਰੀ ਹਾਜ਼ਰ ਸਨ।: [765, 582, 879, 620]
story-morcha-col3: ਮੀਟਿੰਗ ਦੌਰਾਨ ਕਿਸਾਨ ਆਗੂਆਂ ਨੇ ਪਿੰਡ-ਪਿੰਡ ਜਾ ਕੇ ਲੋਕਾਂ ਨੂੰ ਲਾਮਬੰਦ ਕਰਨ ਦਾ ਸੱਦਾ ਦਿੱਤਾ। ਉਨ੍ਹਾਂ ਕਿਹਾ ਕਿ ਇਸ ਸੰਘਰਸ਼ ਨੂੰ ਹੋਰ ਤੇਜ਼ ਕੀਤਾ ਜਾਵੇਗਾ ਜਦੋਂ ਤੱਕ ਮੰਗਾਂ ਨਹੀਂ ਮੰਨੀਆਂ ਜਾਂਦੀਆਂ। ਇਸ ਮੌਕੇ ਕਈ ਪਿੰਡਾਂ ਦੇ ਸਰਪੰਚ ਅਤੇ ਪੰਚ ਵੀ ਹਾਜ਼ਰ ਸਨ।: [262, 1104, 376, 1161]
brand-name: PAIGAM-E-JAGAT: [39, 36, 132, 49]
story-football-byline-2: ਗੜ੍ਹਸ਼ੰਕਰ (ਹਰੀ ਕ੍ਰਿਸ਼ਨ ਗੌਰਵ): [529, 1158, 610, 1166]
story-kabir-col2: ਇਸ ਮੌਕੇ ਸੰਗਤਾਂ ਵਾਸਤੇ ਮੈਡੀਕਲ ਕੈਂਪ ਵੀ ਲਗਾਇਆ ਗਿਆ ਜਿਥੇ ਮੁਫ਼ਤ ਦਵਾਈਆਂ ਵੰਡੀਆਂ ਗਈਆਂ। ਸਮਾਗਮ ਦੌਰਾਨ ਰਾਗੀ ਜਥਿਆਂ ਨੇ ਸ਼ਬਦ ਕੀਰਤਨ ਕਰਕੇ ਸੰਗਤਾਂ ਨੂੰ ਨਿਹਾਲ ਕੀਤਾ। ਬੁਲਾਰਿਆਂ ਨੇ ਕਬੀਰ ਜੀ ਦੀਆਂ ਸਿੱਖਿਆਵਾਂ ਤੇ ਚਾਨਣਾ ਪਾਇਆ।: [136, 1356, 250, 1413]
story-bloodbank-headline-line1: ਕਾਂਗਰਸ ਸਰਕਾਰ ਦੇ ਸਮੇਂ ਸਿਵਲ ਹਸਪਤਾਲ ਗੜ੍ਹਸ਼ੰਕਰ ਵਿੱਚ ਸ਼ੁਰੂ ਕੀਤਾ ਬਲੱਡ: [526, 70, 992, 90]
story-yatra-highlight-line2: ਉਤਰਾਖੰਡ ਸਰਕਾਰਾਂ ਦਾ: [32, 423, 103, 434]
story-ravidas-col4: ਸਿੰਘ ਪ੍ਰਧਾਨ ਨੇ ਵਿਚਾਰ ਸਾਂਝੇ ਕਰਦੇ ਹੋਏ ਕਿਹਾ ਕਿ ਇਸ ਸਮਾਗਮ ਨੂੰ ਇਤਿਹਾਸਕ ਬਣਾਉਣ ਲਈ ਸਾਰਿਆਂ ਦਾ ਸਹਿਯੋਗ ਜ਼ਰੂਰੀ ਹੈ। ਇਸ ਮੌਕੇ ਤੇ ਕਮੇਟੀ ਦੇ ਸਮੂਹ ਮੈਂਬਰ, ਨੱਤ, ਦਲਜੀਤ ਸਿੰਘ ਬਰੀਕੇ, ਤਾਰਾ ਸਿੰਘ, ਬੂਟਾ ਸਿੰਘ, ਮੱਖਣ ਸਿੰਘ, ਤੋਤਾ ਸਿੰਘ ਆਦਿ ਹਾਜ਼ਰ ਸਨ।: [891, 895, 1005, 961]
story-gmn-byline-2: (ਪੈਗ਼ਾਮ-ਏ-ਜਗਤ): [43, 712, 92, 722]
story-bloodbank-headline-line2: ਬੈਂਕ ਆਪ ਸਰਕਾਰ ਨੇ ਬੰਦ ਕਰ ਲੋਕਾਂ ਨਾਲ ਕੀਤਾ ਧੋਖਾ : ਪੂਰਵ ਵਿਧਾਇਕ ਗੋਲਡੀ: [523, 90, 995, 111]
story-morcha-footline: ਲਾਗੂ ਕਰ ਕੇ ਬਿਜਲੀ ਦਾ ਪ੍ਰਬੰਧ ਆਪਣੇ ਅਧੀਨ ਜੋੜ ਸਿੰਘ ਦੋਹੋਵਾਲ ਕਲਾਂ, ਸਕੱਤਰ ਕੁਲਵੰਤ ਕਿਸਾਨ ਹਾਜ਼ਰ ਸਨ।: [10, 1181, 289, 1191]
story-yatra-byline-1: ਪੈਗ਼ਾਮ-ਏ-ਜਗਤ: [45, 384, 90, 394]
bullet-icon: •: [644, 420, 648, 432]
masthead-rule: [14, 64, 1010, 67]
story-ravidas-headline-line1: ਸ੍ਰੀ ਗੁਰੂ ਰਵਿਦਾਸ ਮਹਾਰਾਜ ਜੀ ਦੀ 650 ਸਾਲਾ: [553, 828, 965, 857]
story-ravidas-byline-1: ਪੈਗ਼ਾਮ-ਏ-ਜਗਤ/ਲੁਧਿਆਣਾ: [533, 895, 606, 905]
story-yatra-headline-line2: ਲਈ ਬੇਗਮਪੁਰਾ ਦਮੜੀ ਸ਼ੋਭਾ ਯਾਤਰਾ: [99, 345, 413, 374]
story-wheat-highlight-line1: ਕਿਸਾਨਾਂ ਦੀ ਫ਼ਸਲ ਦਾ ਇਕ-ਇਕ ਦਾਣਾ: [141, 154, 224, 179]
story-dc-col4: ਅਧੀਨ ਆਉਂਦੀਆਂ ਮੰਡੀਆਂ ਵਿੱਚ ਹੁਣ ਤੱਕ ਦੀ ਖਰੀਦ ਬਾਰੇ ਵੀ ਜਾਣਕਾਰੀ ਲਈ। ਉਨ੍ਹਾਂ ਕਿਹਾ ਕਿ ਕਿਸਾਨਾਂ ਨੂੰ ਅਦਾਇਗੀ 48 ਘੰਟਿਆਂ ਵਿੱਚ ਕੀਤੀ ਜਾਵੇ।: [891, 415, 1005, 453]
story-dc-highlight-line1: ਜਿੱਥੇ ਆਮਦ ਸ਼ੁਰੂ ਹੋ ਚੁੱਕੀ ਉੱਥੇ ਤੁਰੰਤ ਖਰੀਦ ਸ਼ੁਰੂ: [650, 420, 819, 432]
story-medcamp-photo: [766, 697, 879, 809]
story-bloodbank-col3-a: ਉਨ੍ਹਾਂ ਅੱਗੇ ਕਿਹਾ ਕਿ ਸਰਕਾਰ ਨੇ ਚੋਣਾਂ ਤੋਂ ਪਹਿਲਾਂ ਸਿਹਤ ਸਹੂਲਤਾਂ ਦੇ ਵੱਡੇ-ਵੱਡੇ ਵਾਅਦੇ ਕੀਤੇ ਸਨ ਪਰ ਹੁਣ ਸਭ ਕੁਝ ਭੁੱਲ ਗਈ ਹੈ। ਇਸ ਮੌਕੇ ਪਾਰਟੀ ਦੇ ਕਈ ਆਗੂ ਅਤੇ ਵਰਕਰ ਹਾਜ਼ਰ ਸਨ ਜਿਨ੍ਹਾਂ ਨੇ ਸਰਕਾਰ ਵਿਰੁੱਧ ਨਾਅਰੇਬਾਜ਼ੀ ਵੀ ਕੀਤੀ।: [765, 273, 879, 330]
story-wheat: [10, 71, 502, 310]
story-yatra-highlight-line1: ਪੰਜਾਬ, ਹਰਿਆਣਾ, ਯੂ.ਪੀ.,: [27, 412, 108, 423]
story-gmn-photo: [138, 701, 374, 851]
story-helpline: [513, 1331, 1005, 1491]
story-morcha-photo-caption: ਮੀਟਿੰਗ ਦੌਰਾਨ ਹਾਜ਼ਰ ਕਿਸਾਨ ਆਗੂ।: [215, 1094, 297, 1102]
story-gmn-headline-line1: ਜੀਐਮਐਨ ਕਾਲਜ ਅੰਬਾਲਾ ਛਾਉਣੀ: [102, 632, 410, 661]
page-footer: [10, 1543, 1014, 1569]
story-wheat-highlight: [136, 150, 249, 184]
story-yatra-highlight: [10, 408, 125, 450]
story-medcamp-headline: ਕਰਨ ਹਸਪਤਾਲ ਬੰਗਾ ਵੱਲੋਂ ਮੁਫ਼ਤ ਮੈਡੀਕਲ ਕੈਂਪ: [558, 659, 960, 688]
story-ravidas-headline-line2: ਸ਼ਤਾਬਦੀ ਸਮਾਗਮ ਮਨਾਉਣ ਸਬੰਧੀ ਮੀਟਿੰਗ: [573, 857, 945, 886]
story-dc-byline-1: ਸਾਹਿਬਜ਼ਾਦਾ ਅਜੀਤ ਸਿੰਘ ਨਗਰ,: [525, 415, 614, 425]
story-kabir-photo-caption: ਸਮਾਗਮ ਦੌਰਾਨ ਹਾਜ਼ਰ ਸ਼ਰਧਾਲੂ।: [156, 1347, 230, 1355]
footer-disclaimer: 'ਪੈਗ਼ਾਮ-ਏ-ਜਗਤ' 'ਚ ਪ੍ਰਕਾਸ਼ਿਤ ਸਮੱਗਰੀ ਅਤੇ ਹੋਰ ਵਾਦ-ਵਿਵਾਦ ਸੰਬੰਧੀ ਕੇਸਾਂ ਦਾ ਨਿਪਟਾਰਾ ਸਿਰਫ਼ ਮੁਹਾਲੀ (ਚੰਡੀਗੜ੍ਹ) ਕੋਰਟ ਵਿੱਚ ਹੀ ਹੋਵੇਗਾ। ਲੇਖਕਾਂ ਦੀ ਰਾਏ ਨਾਲ ਸੰਪਾਦਕ ਦਾ ਸਹਿਮਤ ਹੋਣਾ ਜ਼ਰੂਰੀ ਨਹੀਂ। -ਸੰਪਾਦਕ, ਪੈਗ਼ਾਮ-ਏ-ਜਗਤ: [10, 1543, 1014, 1563]
story-helpline-col1: ਪੰਜਾਬ ਸਰਕਾਰ ਵੱਲੋਂ ਨਾਗਰਿਕਾਂ ਦੀ ਸਹੂਲਤ ਲਈ ਸ਼ੁਰੂ ਕੀਤੀ ਗਈ ਹੈਲਪ ਲਾਈਨ ਨੰਬਰ 1076 ਦਾ ਲਾਭ ਉਠਾਉਣ ਦੀ ਅਪੀਲ ਸਿਮਰਨਜੋਤ ਭਾਰਤੀ ਨੇ ਕੀਤੀ ਹੈ। ਉਨ੍ਹਾਂ ਕਿਹਾ ਕਿ ਇਸ ਹੈਲਪ ਲਾਈਨ ਰਾਹੀਂ ਨਾਗਰਿਕ ਘਰ ਬੈਠੇ ਹੀ ਦਸਤਾਵੇਜ਼ ਬਣਵਾ ਸਕਦੇ ਹਨ।: [513, 1409, 627, 1465]
story-morcha-headline: ਸੰਯੁਕਤ ਕਿਸਾਨ ਮੋਰਚੇ ਦੇ ਸੱਦੇ ਤੇ 6 ਅਪ੍ਰੈਲ ਦੇ ਧਰਨੇ ਸੰਬੰਧੀ ਮੀਟਿੰਗ ਕੀਤੀ: [23, 929, 489, 974]
story-dc-col1: ਡਿਪਟੀ ਕਮਿਸ਼ਨਰ ਕੋਮਲ ਮਿੱਤਲ ਵੱਲੋਂ ਅੱਜ ਜ਼ਿਲ੍ਹੇ ਦੀਆਂ ਵੱਖ-ਵੱਖ ਮੰਡੀਆਂ ਵਿੱਚ ਕਣਕ ਦੀ ਆਮਦ ਅਤੇ ਸਟੋਰੇਜ ਪ੍ਰਬੰਧਾਂ ਦੀ ਸਮੀਖਿਆ ਕੀਤੀ ਗਈ। ਉਨ੍ਹਾਂ ਨੇ ਅਧਿਕਾਰੀਆਂ ਨੂੰ ਨਿਰਦੇਸ਼ ਦਿੱਤੇ ਕਿ ਜਿੱਥੇ ਵੀ ਕਣਕ ਦੀ ਆਮਦ ਸ਼ੁਰੂ ਹੋ ਚੁੱਕੀ ਹੈ ਉੱਥੇ ਤੁਰੰਤ ਖਰੀਦ ਸ਼ੁਰੂ ਕੀਤੀ ਜਾਵੇ।: [513, 438, 627, 504]
story-morcha-byline-2: ਗੜ੍ਹਸ਼ੰਕਰ (ਸਰਬਜੀਤ ਸਿੰਘ ਸੂੰਢਵਾਲ): [21, 995, 112, 1003]
story-bloodbank-byline-1: ਪੈਗ਼ਾਮ-ਏ-ਜਗਤ: [547, 121, 592, 131]
bullet-icon: •: [141, 154, 145, 166]
